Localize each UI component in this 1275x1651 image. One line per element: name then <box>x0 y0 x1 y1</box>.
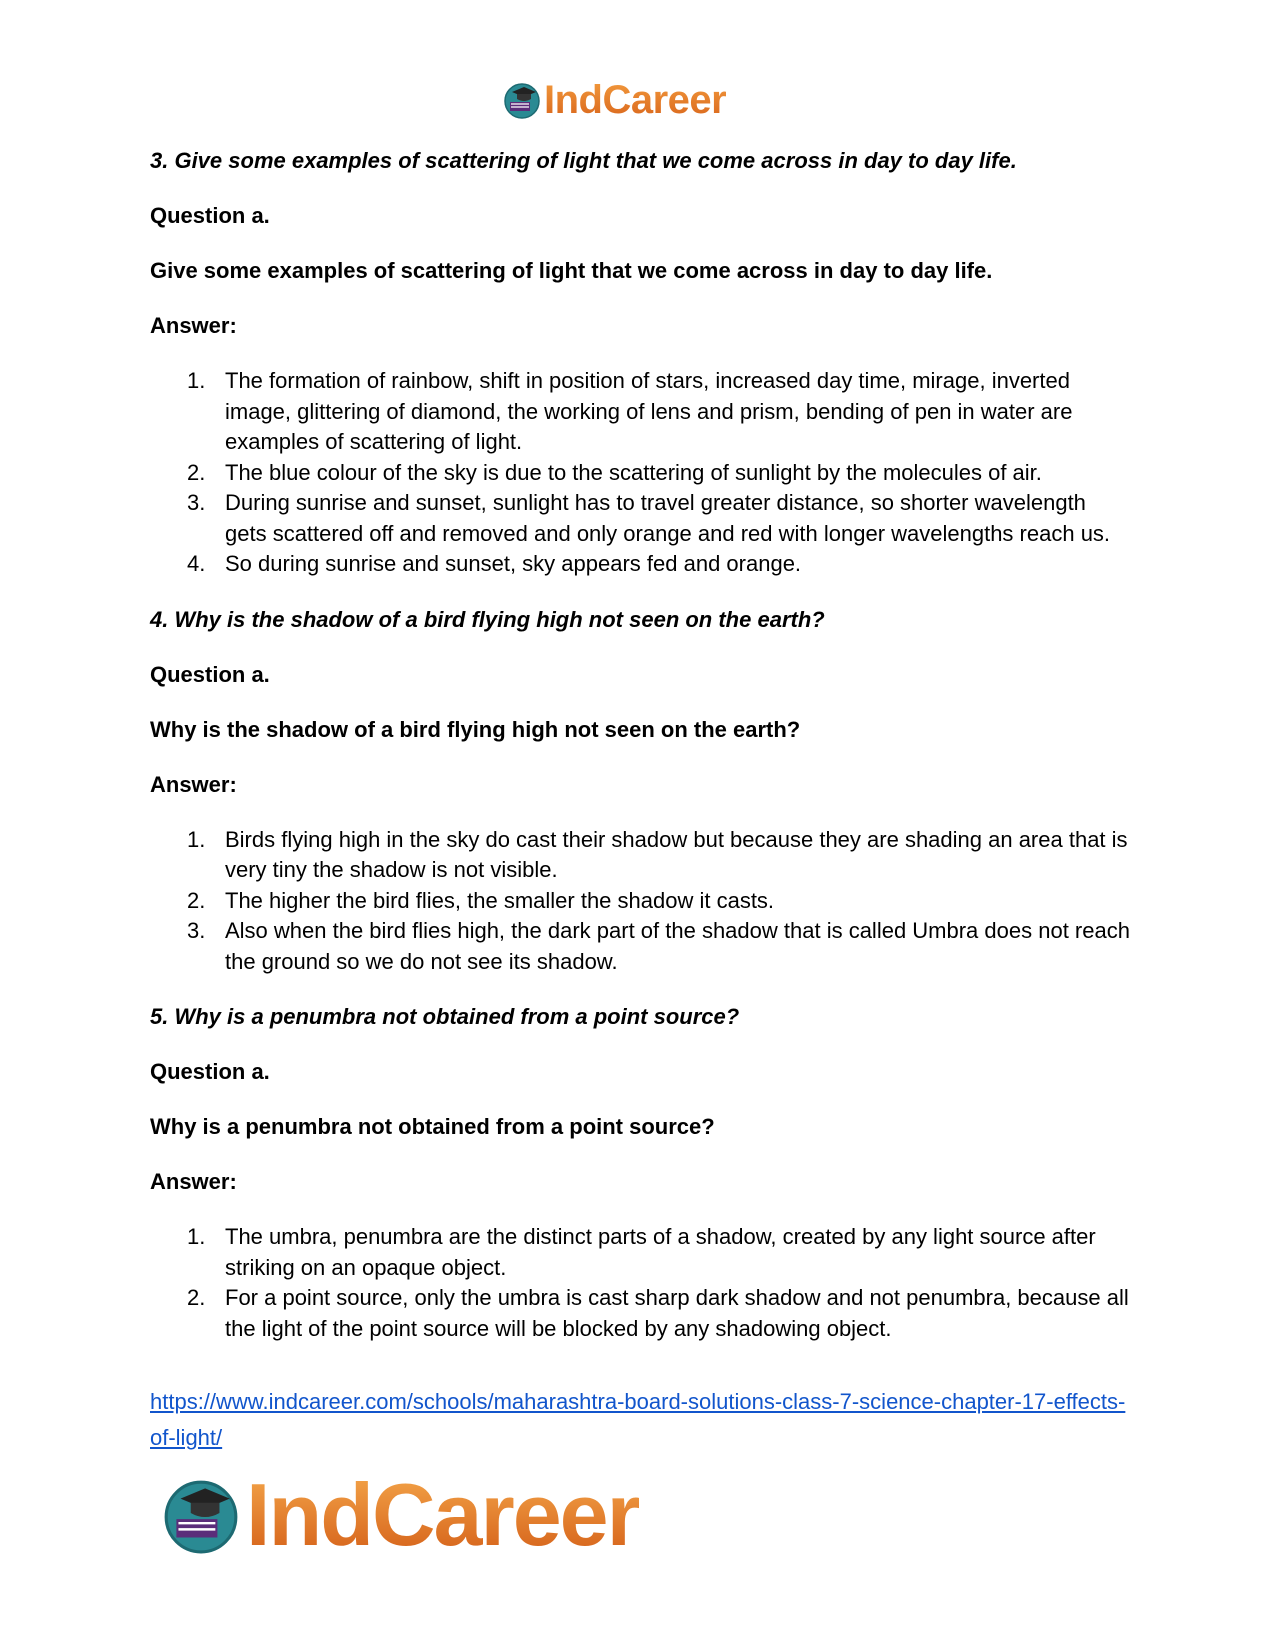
list-number: 1. <box>187 368 206 393</box>
answer-list <box>150 825 1130 978</box>
main-content <box>150 146 1130 1344</box>
spacer <box>150 1197 1130 1222</box>
footer-logo <box>160 1465 639 1564</box>
list-item <box>150 1222 1130 1283</box>
list-item <box>150 1283 1130 1344</box>
list-text: The formation of rainbow, shift in position of stars, increased day time, mirage, inverted image, glittering of diamond, the working of lens and prism, bending of pen in water are examples of scattering of light. <box>225 368 1073 454</box>
question-text: Give some examples of scattering of light that we come across in day to day life. <box>150 258 993 283</box>
question-label: Question a. <box>150 1059 270 1084</box>
spacer <box>150 341 1130 366</box>
list-item <box>150 886 1130 917</box>
spacer <box>150 745 1130 770</box>
answer-label: Answer: <box>150 1169 237 1194</box>
section-title: 4. Why is the shadow of a bird flying high not seen on the earth? <box>150 606 825 632</box>
list-number: 3. <box>187 918 206 943</box>
list-number: 4. <box>187 551 206 576</box>
list-text: Also when the bird flies high, the dark part of the shadow that is called Umbra does not reach the ground so we do not see its shadow. <box>225 918 1130 974</box>
spacer <box>150 800 1130 825</box>
spacer <box>150 1087 1130 1112</box>
list-item <box>150 549 1130 580</box>
spacer <box>150 1142 1130 1167</box>
list-number: 1. <box>187 826 206 852</box>
spacer <box>150 977 1130 1002</box>
logo-wordmark: IndCareer <box>544 78 727 122</box>
list-text: The blue colour of the sky is due to the scattering of sunlight by the molecules of air. <box>225 459 1042 485</box>
question-text: Why is a penumbra not obtained from a point source? <box>150 1114 715 1139</box>
spacer <box>150 580 1130 605</box>
list-text: The umbra, penumbra are the distinct parts of a shadow, created by any light source after striking on an opaque object. <box>225 1224 1096 1280</box>
answer-label: Answer: <box>150 313 237 338</box>
question-text: Why is the shadow of a bird flying high not seen on the earth? <box>150 716 801 742</box>
list-text: For a point source, only the umbra is cast sharp dark shadow and not penumbra, because all the light of the point source will be blocked by any shadowing object. <box>225 1285 1129 1341</box>
section-title: 5. Why is a penumbra not obtained from a point source? <box>150 1004 740 1029</box>
question-label: Question a. <box>150 203 270 228</box>
source-link[interactable]: https://www.indcareer.com/schools/maharashtra-board-solutions-class-7-science-chapter-17-effects-of-light/ <box>150 1389 1126 1450</box>
list-number: 1. <box>187 1224 206 1249</box>
qa-section <box>150 1002 1130 1344</box>
list-text: The higher the bird flies, the smaller the shadow it casts. <box>225 887 775 913</box>
list-number: 3. <box>187 490 206 515</box>
section-title: 3. Give some examples of scattering of light that we come across in day to day life. <box>150 148 1017 173</box>
graduation-globe-icon <box>502 80 542 120</box>
list-text: So during sunrise and sunset, sky appears fed and orange. <box>225 551 802 576</box>
logo-wordmark: IndCareer <box>246 1465 639 1564</box>
qa-section <box>150 146 1130 605</box>
header-logo <box>502 80 726 120</box>
spacer <box>150 635 1130 660</box>
list-number: 2. <box>187 1285 206 1310</box>
qa-section <box>150 605 1130 1003</box>
spacer <box>150 286 1130 311</box>
answer-list <box>150 1222 1130 1344</box>
list-number: 2. <box>187 459 206 485</box>
list-item <box>150 458 1130 489</box>
list-text: During sunrise and sunset, sunlight has to travel greater distance, so shorter wavelength gets scattered off and removed and only orange and red with longer wavelengths reach us. <box>225 490 1111 546</box>
spacer <box>150 176 1130 201</box>
answer-label: Answer: <box>150 771 237 797</box>
list-item <box>150 488 1130 549</box>
question-label: Question a. <box>150 661 270 687</box>
list-item <box>150 366 1130 458</box>
list-number: 2. <box>187 887 206 913</box>
list-item <box>150 825 1130 886</box>
answer-list <box>150 366 1130 580</box>
list-item <box>150 916 1130 977</box>
graduation-globe-icon <box>160 1474 242 1556</box>
spacer <box>150 231 1130 256</box>
spacer <box>150 690 1130 715</box>
spacer <box>150 1032 1130 1057</box>
list-text: Birds flying high in the sky do cast their shadow but because they are shading an area that is very tiny the shadow is not visible. <box>225 826 1128 882</box>
